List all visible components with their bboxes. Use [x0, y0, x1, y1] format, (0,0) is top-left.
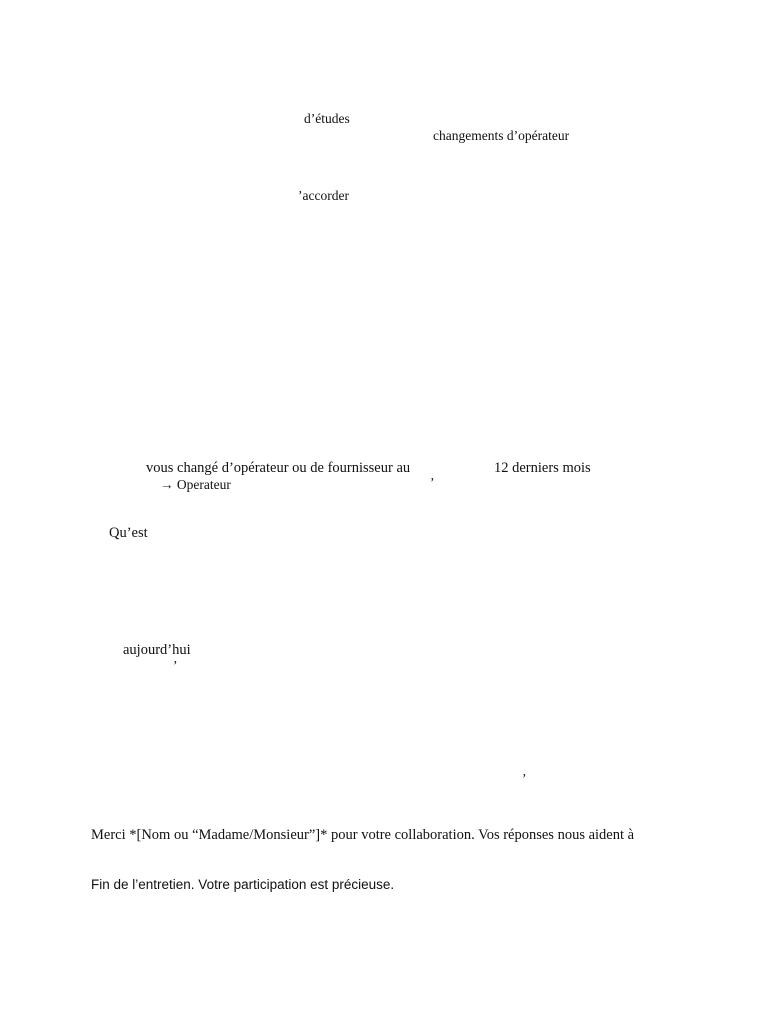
- fragment-question-change: vous changé d’opérateur ou de fournisseur au: [146, 460, 411, 476]
- fragment-apostrophe: ’: [430, 475, 435, 490]
- fragment-detudes: d’études: [304, 111, 350, 126]
- fragment-quest: Qu’est: [109, 525, 148, 541]
- fragment-changements-operateur: changements d’opérateur: [433, 128, 570, 143]
- fragment-apostrophe: ’: [173, 658, 178, 673]
- closing-end-of-interview: Fin de l’entretien. Votre participation est précieuse.: [91, 877, 395, 892]
- fragment-apostrophe: ’: [522, 771, 527, 786]
- fragment-derniers-mois: 12 derniers mois: [494, 460, 591, 476]
- closing-thanks-paragraph: Merci *[Nom ou “Madame/Monsieur”]* pour votre collaboration. Vos réponses nous aident à: [91, 827, 635, 843]
- fragment-aujourdhui: aujourd’hui: [123, 642, 191, 658]
- fragment-accorder: ’accorder: [298, 188, 349, 203]
- fragment-arrow-operateur: → Operateur: [160, 477, 231, 492]
